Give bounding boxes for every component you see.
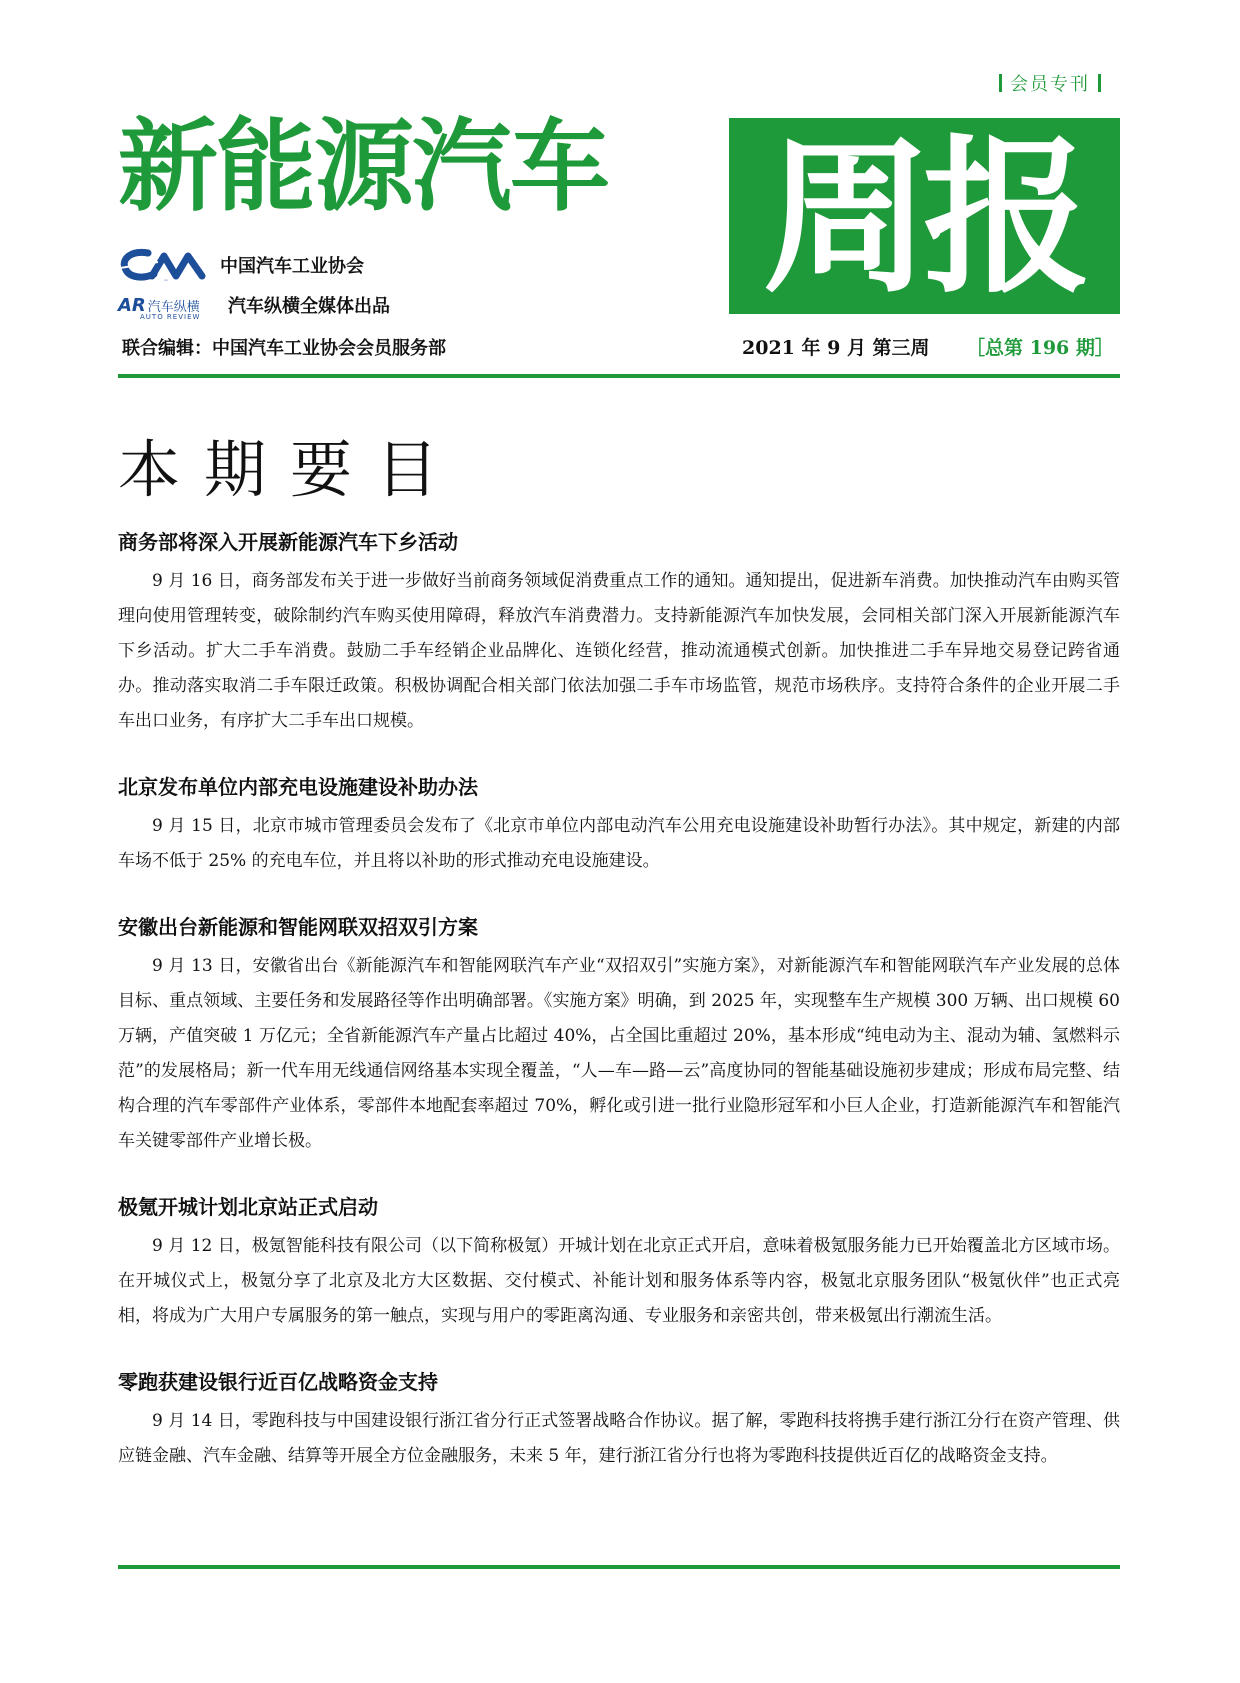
masthead-title: 新能源汽车 xyxy=(118,108,608,225)
article-body: 9 月 13 日，安徽省出台《新能源汽车和智能网联汽车产业“双招双引”实施方案》，对新能源汽车和智能网联汽车产业发展的总体目标、重点领域、主要任务和发展路径等作出明确部署。《实施方案》明确，到 2025 年，实现整车生产规模 300 万辆、出口规模 60 万辆，产值突破 1 万亿元；全省新能源汽车产量占比超过 40%，占全国比重超过 20%，基本形成“纯电动为主、混动为辅、氢燃料示范”的发展格局；新一代车用无线通信网络基本实现全覆盖，“人—车—路—云”高度协同的智能基础设施初步建成；形成布局完整、结构合理的汽车零部件产业体系，零部件本地配套率超过 70%，孵化或引进一批行业隐形冠军和小巨人企业，打造新能源汽车和智能汽车关键零部件产业增长极。 xyxy=(118,956,1120,1151)
caam-logo-icon xyxy=(118,248,210,282)
footer-divider xyxy=(118,1565,1120,1569)
article-headline: 极氪开城计划北京站正式启动 xyxy=(118,1195,378,1219)
member-edition-tag xyxy=(990,70,1110,96)
article-headline: 商务部将深入开展新能源汽车下乡活动 xyxy=(118,530,458,554)
article-body: 9 月 15 日，北京市城市管理委员会发布了《北京市单位内部电动汽车公用充电设施建设补助暂行办法》。其中规定，新建的内部车场不低于 25% 的充电车位，并且将以补助的形式推动充电设施建设。 xyxy=(118,816,1120,871)
auto-review-logo-name: 汽车纵横 xyxy=(147,299,200,315)
article-item xyxy=(118,1193,1120,1334)
masthead-weekly-label: 周报 xyxy=(763,120,1083,314)
article-item xyxy=(118,1368,1120,1474)
article-headline: 安徽出台新能源和智能网联双招双引方案 xyxy=(118,915,478,939)
divider xyxy=(999,74,1002,92)
caam-org-name: 中国汽车工业协会 xyxy=(220,256,364,277)
masthead-weekly-block xyxy=(729,118,1120,314)
caam-logo-text: CM xyxy=(164,280,168,282)
autoreview-org-name: 汽车纵横全媒体出品 xyxy=(228,296,390,317)
auto-review-mark: AR xyxy=(118,294,146,316)
divider xyxy=(1098,74,1101,92)
article-headline: 零跑获建设银行近百亿战略资金支持 xyxy=(118,1370,438,1394)
issue-date: 2021 年 9 月 第三周 xyxy=(742,337,930,359)
article-body: 9 月 14 日，零跑科技与中国建设银行浙江省分行正式签署战略合作协议。据了解，零跑科技将携手建行浙江分行在资产管理、供应链金融、汽车金融、结算等开展全方位金融服务，未来 5 年，建行浙江省分行也将为零跑科技提供近百亿的战略资金支持。 xyxy=(118,1411,1120,1466)
co-editor-line: 联合编辑：中国汽车工业协会会员服务部 xyxy=(122,338,446,359)
header-divider xyxy=(118,374,1120,378)
article-body: 9 月 12 日，极氪智能科技有限公司（以下简称极氪）开城计划在北京正式开启，意味着极氪服务能力已开始覆盖北方区域市场。在开城仪式上，极氪分享了北京及北方大区数据、交付模式、补能计划和服务体系等内容，极氪北京服务团队“极氪伙伴”也正式亮相，将成为广大用户专属服务的第一触点，实现与用户的零距离沟通、专业服务和亲密共创，带来极氪出行潮流生活。 xyxy=(118,1236,1120,1326)
article-body: 9 月 16 日，商务部发布关于进一步做好当前商务领域促消费重点工作的通知。通知提出，促进新车消费。加快推动汽车由购买管理向使用管理转变，破除制约汽车购买使用障碍，释放汽车消费潜力。支持新能源汽车加快发展，会同相关部门深入开展新能源汽车下乡活动。扩大二手车消费。鼓励二手车经销企业品牌化、连锁化经营，推动流通模式创新。加快推进二手车异地交易登记跨省通办。推动落实取消二手车限迁政策。积极协调配合相关部门依法加强二手车市场监管，规范市场秩序。支持符合条件的企业开展二手车出口业务，有序扩大二手车出口规模。 xyxy=(118,571,1120,731)
article-headline: 北京发布单位内部充电设施建设补助办法 xyxy=(118,775,478,799)
article-item xyxy=(118,773,1120,879)
article-list xyxy=(118,528,1120,1508)
article-item xyxy=(118,913,1120,1159)
caam-publisher-row xyxy=(118,248,364,282)
issue-total-number: ［总第 196 期］ xyxy=(966,337,1114,359)
auto-review-logo-subtitle: AUTO REVIEW xyxy=(140,313,201,321)
article-item xyxy=(118,528,1120,739)
toc-title: 本期要目 xyxy=(118,433,463,506)
member-tag-label: 会员专刊 xyxy=(1010,74,1090,95)
